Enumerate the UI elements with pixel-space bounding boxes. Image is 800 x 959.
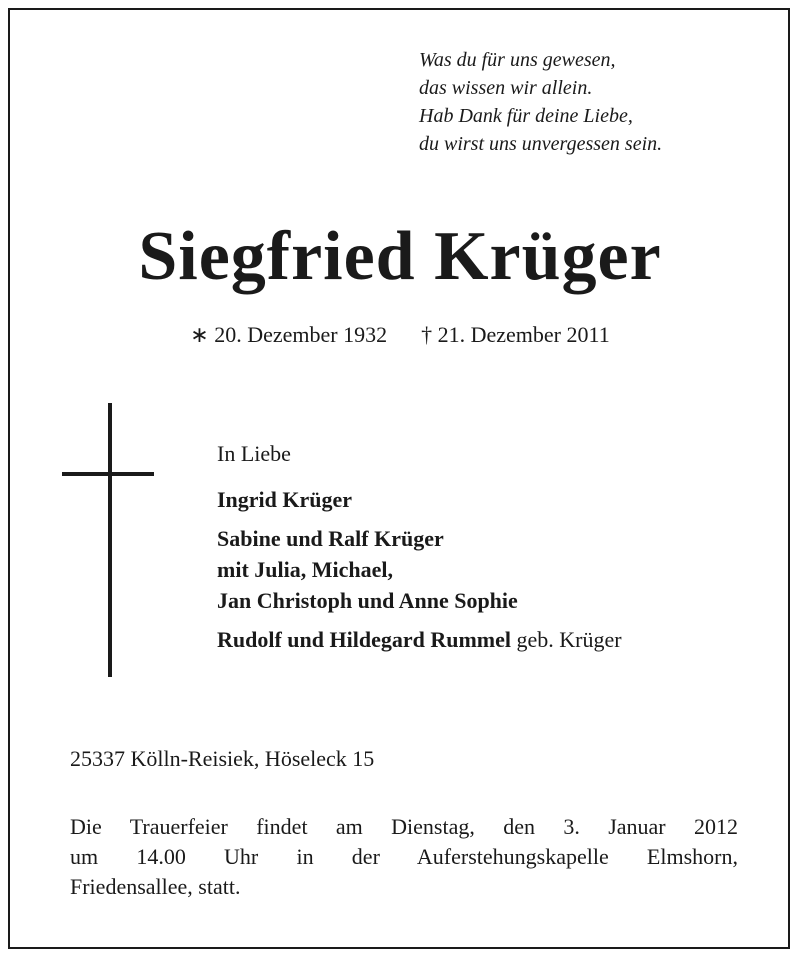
cross-icon-horizontal-bar <box>62 472 154 476</box>
mourner-group <box>217 523 622 616</box>
poem-line: Hab Dank für deine Liebe, <box>419 105 633 127</box>
mourner-group <box>217 484 622 515</box>
mourner-name: Sabine und Ralf Krüger <box>217 526 444 551</box>
mourner-maiden-name: geb. Krüger <box>511 627 622 652</box>
poem-line: Was du für uns gewesen, <box>419 49 616 71</box>
life-dates <box>0 320 800 350</box>
service-line: um 14.00 Uhr in der Auferstehungskapelle Elmshorn, <box>70 844 738 869</box>
poem-line: du wirst uns unvergessen sein. <box>419 133 663 155</box>
mourners-intro: In Liebe <box>217 441 291 466</box>
deceased-name: Siegfried Krüger <box>138 218 662 295</box>
service-notice <box>70 812 738 902</box>
mourner-name: Rudolf und Hildegard Rummel <box>217 627 511 652</box>
cross-icon-vertical-bar <box>108 403 112 677</box>
birth-date: ∗ 20. Dezember 1932 <box>190 322 388 347</box>
death-date: † 21. Dezember 2011 <box>421 322 610 347</box>
poem-line: das wissen wir allein. <box>419 77 593 99</box>
mourner-group <box>217 624 622 655</box>
mourners-block <box>217 440 622 663</box>
address: 25337 Kölln-Reisiek, Höseleck 15 <box>70 746 375 771</box>
mourner-name: Ingrid Krüger <box>217 487 353 512</box>
mourner-line <box>217 624 622 655</box>
mourner-name: mit Julia, Michael, <box>217 557 393 582</box>
mourner-name: Jan Christoph und Anne Sophie <box>217 588 518 613</box>
poem <box>419 46 662 158</box>
service-line: Friedensallee, statt. <box>70 874 241 899</box>
service-line: Die Trauerfeier findet am Dienstag, den 3. Januar 2012 <box>70 814 738 839</box>
